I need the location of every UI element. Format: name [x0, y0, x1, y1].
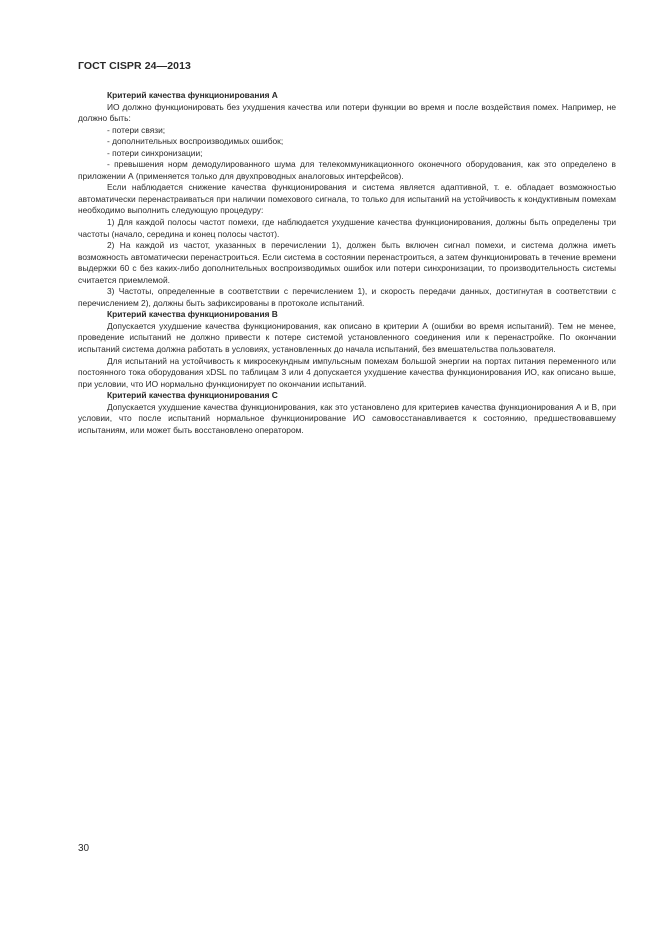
procedure-step: 2) На каждой из частот, указанных в перечислении 1), должен быть включен сигнал помехи, и система должна иметь возможность автоматически перенастроиться. Если система в состоянии перенастроиться, а затем функционировать в течение времени выдержки 60 с без каких-либо дополнительных воспроизводимых ошибок или потери синхронизации, то производительность системы считается приемлемой. [78, 240, 616, 285]
document-header: ГОСТ CISPR 24—2013 [78, 60, 191, 72]
paragraph: Для испытаний на устойчивость к микросекундным импульсным помехам большой энергии на портах питания переменного или постоянного тока оборудования xDSL по таблицам 3 или 4 допускается ухудшение качества функционирования ИО, как описано выше, при условии, что ИО нормально функционирует по окончании испытаний. [78, 355, 616, 389]
paragraph: Допускается ухудшение качества функционирования, как описано в критерии А (ошибки во время испытаний). Тем не менее, проведение испытаний не должно привести к потере системой установленного соединения или к перенастройке. По окончании испытаний система должна работать в условиях, установленных до начала испытаний, без вмешательства пользователя. [78, 320, 616, 355]
section-heading-criterion-b: Критерий качества функционирования В [107, 309, 278, 320]
list-item: - превышения норм демодулированного шума для телекоммуникационного оконечного оборудования, как это определено в приложении А (применяется только для двухпроводных аналоговых интерфейсов). [78, 159, 616, 181]
paragraph: Если наблюдается снижение качества функционирования и система является адаптивной, т. е. обладает возможностью автоматически перенастраиваться при наличии помехового сигнала, то только для испытаний на устойчивость к кондуктивным помехам необходимо выполнить следующую процедуру: [78, 182, 616, 216]
procedure-step: 3) Частоты, определенные в соответствии с перечислением 1), и скорость передачи данных, достигнутая в соответствии с перечислением 2), должны быть зафиксированы в протоколе испытаний. [78, 286, 616, 308]
section-heading-criterion-c: Критерий качества функционирования С [107, 390, 278, 401]
page-number: 30 [78, 843, 90, 854]
document-body [78, 90, 616, 436]
list-item: - потери связи; [107, 124, 166, 135]
paragraph: ИО должно функционировать без ухудшения качества или потери функции во время и после воздействия помех. Например, не должно быть: [78, 101, 616, 124]
section-heading-criterion-a: Критерий качества функционирования А [107, 90, 278, 100]
procedure-step: 1) Для каждой полосы частот помехи, где наблюдается ухудшение качества функционирования, должны быть определены три частоты (начало, середина и конец полосы частот). [78, 217, 616, 239]
list-item: - потери синхронизации; [107, 147, 203, 158]
paragraph: Допускается ухудшение качества функционирования, как это установлено для критериев качества функционирования А и В, при условии, что после испытаний нормальное функционирование ИО самовосстанавливается к состоянию, предшествовавшему испытаниям, или может быть восстановлено оператором. [78, 401, 616, 435]
list-item: - дополнительных воспроизводимых ошибок; [107, 136, 284, 147]
